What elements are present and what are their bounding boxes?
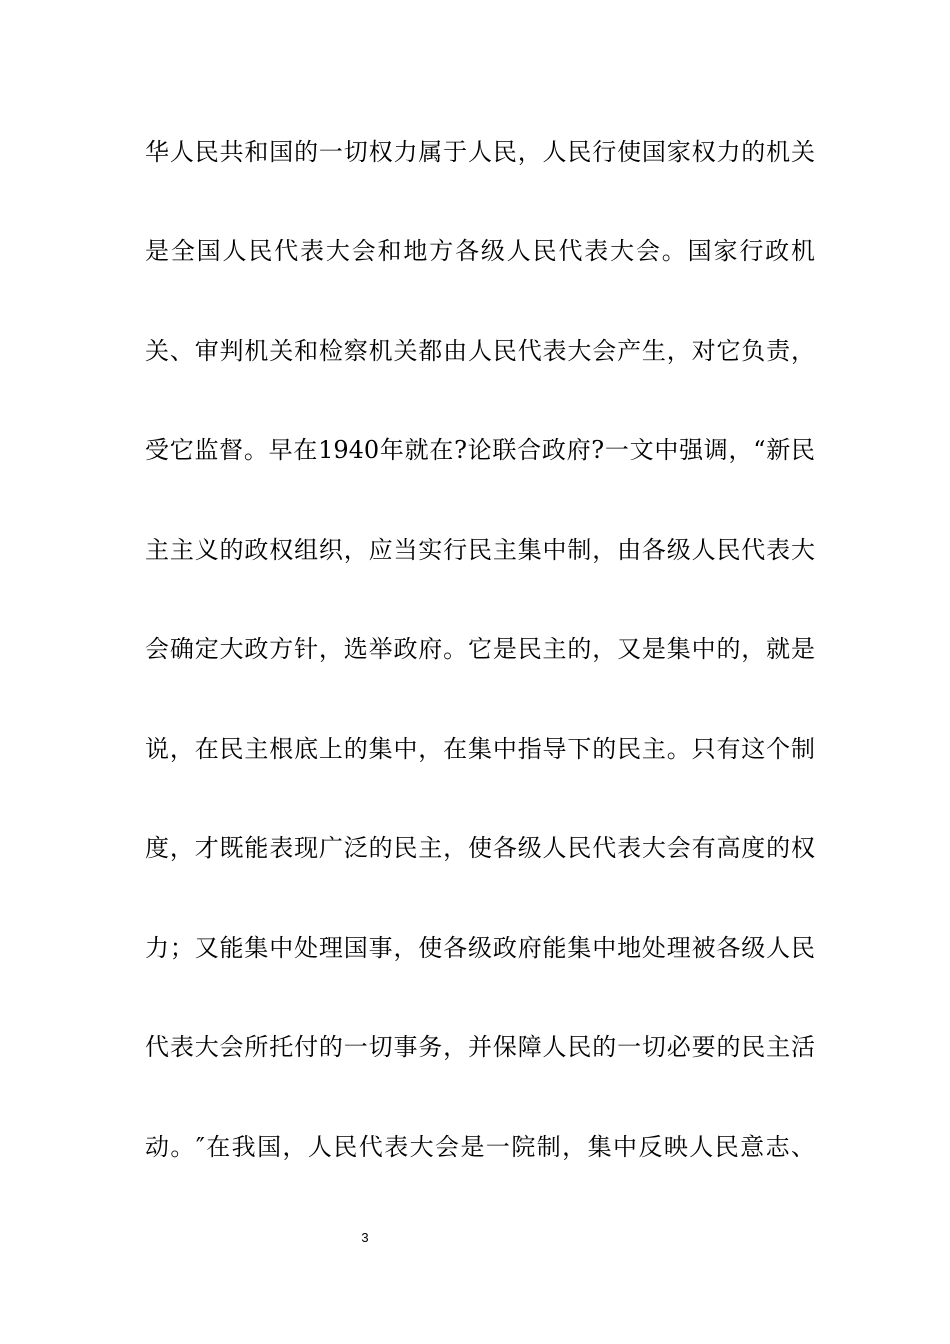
text-line-1: 华人民共和国的一切权力属于人民，人民行使国家权力的机关 [145, 138, 815, 166]
text-line-5: 主主义的政权组织，应当实行民主集中制，由各级人民代表大 [145, 536, 815, 564]
text-line-10: 代表大会所托付的一切事务，并保障人民的一切必要的民主活 [145, 1033, 815, 1061]
text-line-8: 度，才既能表现广泛的民主，使各级人民代表大会有高度的权 [145, 834, 815, 862]
text-line-3: 关、审判机关和检察机关都由人民代表大会产生，对它负责， [145, 337, 815, 365]
text-line-11: 动。″在我国，人民代表大会是一院制，集中反映人民意志、 [145, 1133, 815, 1161]
text-line-9: 力；又能集中处理国事，使各级政府能集中地处理被各级人民 [145, 934, 815, 962]
text-line-4: 受它监督。早在1940年就在?论联合政府?一文中强调，“新民 [145, 436, 815, 464]
text-line-2: 是全国人民代表大会和地方各级人民代表大会。国家行政机 [145, 237, 815, 265]
page-number: 3 [361, 1230, 369, 1245]
text-line-7: 说，在民主根底上的集中，在集中指导下的民主。只有这个制 [145, 735, 815, 763]
text-line-6: 会确定大政方针，选举政府。它是民主的，又是集中的，就是 [145, 635, 815, 663]
